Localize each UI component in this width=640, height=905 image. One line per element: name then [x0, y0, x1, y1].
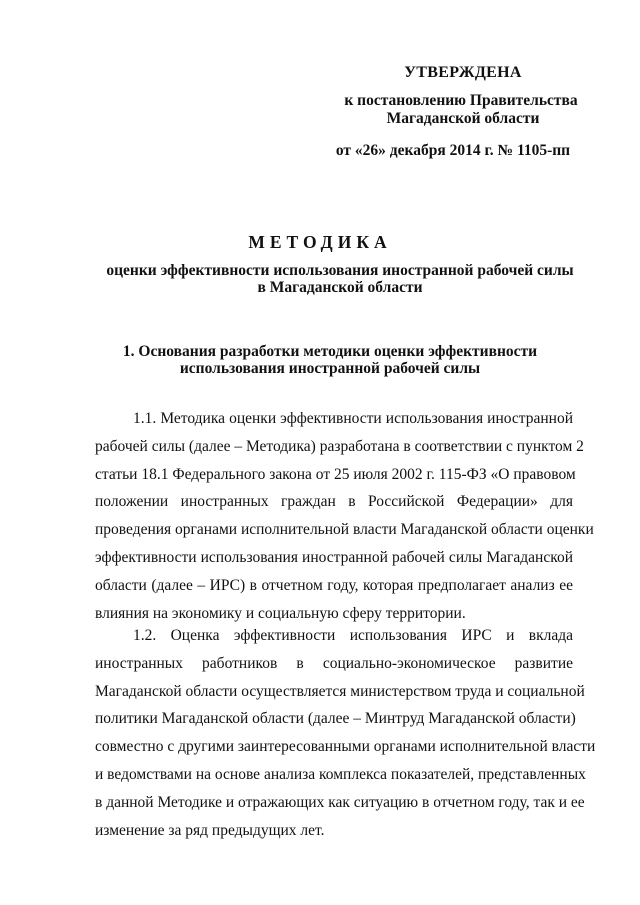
paragraph-line: изменение за ряд предыдущих лет. [95, 821, 325, 839]
paragraph-line: 1.2. Оценка эффективности использования ИРС и вклада [133, 627, 573, 644]
paragraph-line: положении иностранных граждан в Российской Федерации» для [95, 493, 573, 511]
approval-region-line: Магаданской области [386, 110, 540, 127]
paragraph-line: проведения органами исполнительной власти Магаданской области оценки [95, 521, 594, 539]
paragraph-line: совместно с другими заинтересованными органами исполнительной власти [95, 738, 596, 756]
paragraph-1-1 [95, 405, 594, 627]
paragraph-line: 1.1. Методика оценки эффективности использования иностранной [133, 410, 573, 427]
paragraph-line: иностранных работников в социально-экономическое развитие [95, 654, 573, 672]
section-heading-line: 1. Основания разработки методики оценки эффективности [122, 343, 538, 360]
paragraph-1-2 [95, 622, 596, 844]
paragraph-line: эффективности использования иностранной рабочей силы Магаданской [95, 548, 573, 566]
subtitle-line: оценки эффективности использования иностранной рабочей силы [106, 262, 574, 279]
paragraph-line: политики Магаданской области (далее – Минтруд Магаданской области) [95, 710, 576, 728]
approval-stamp: УТВЕРЖДЕНА [404, 64, 522, 81]
paragraph-line: влияния на экономику и социальную сферу территории. [95, 604, 466, 622]
paragraph-line: Магаданской области осуществляется министерством труда и социальной [95, 682, 585, 700]
section-heading-line: использования иностранной рабочей силы [179, 360, 481, 377]
paragraph-line: и ведомствами на основе анализа комплекса показателей, представленных [95, 765, 586, 783]
subtitle-line: в Магаданской области [257, 279, 423, 296]
paragraph-line: рабочей силы (далее – Методика) разработана в соответствии с пунктом 2 [95, 437, 584, 455]
approval-resolution-line: к постановлению Правительства [344, 92, 578, 109]
paragraph-line: области (далее – ИРС) в отчетном году, которая предполагает анализ ее [95, 576, 573, 594]
approval-block [300, 64, 590, 160]
document-subtitle [70, 262, 610, 296]
paragraph-line: в данной Методике и отражающих как ситуацию в отчетном году, так и ее [95, 793, 585, 811]
document-title: МЕТОДИКА [248, 232, 392, 252]
approval-date-line: от «26» декабря 2014 г. № 1105-пп [335, 142, 571, 159]
section-heading [60, 343, 600, 377]
paragraph-line: статьи 18.1 Федерального закона от 25 июля 2002 г. 115-ФЗ «О правовом [95, 465, 576, 483]
